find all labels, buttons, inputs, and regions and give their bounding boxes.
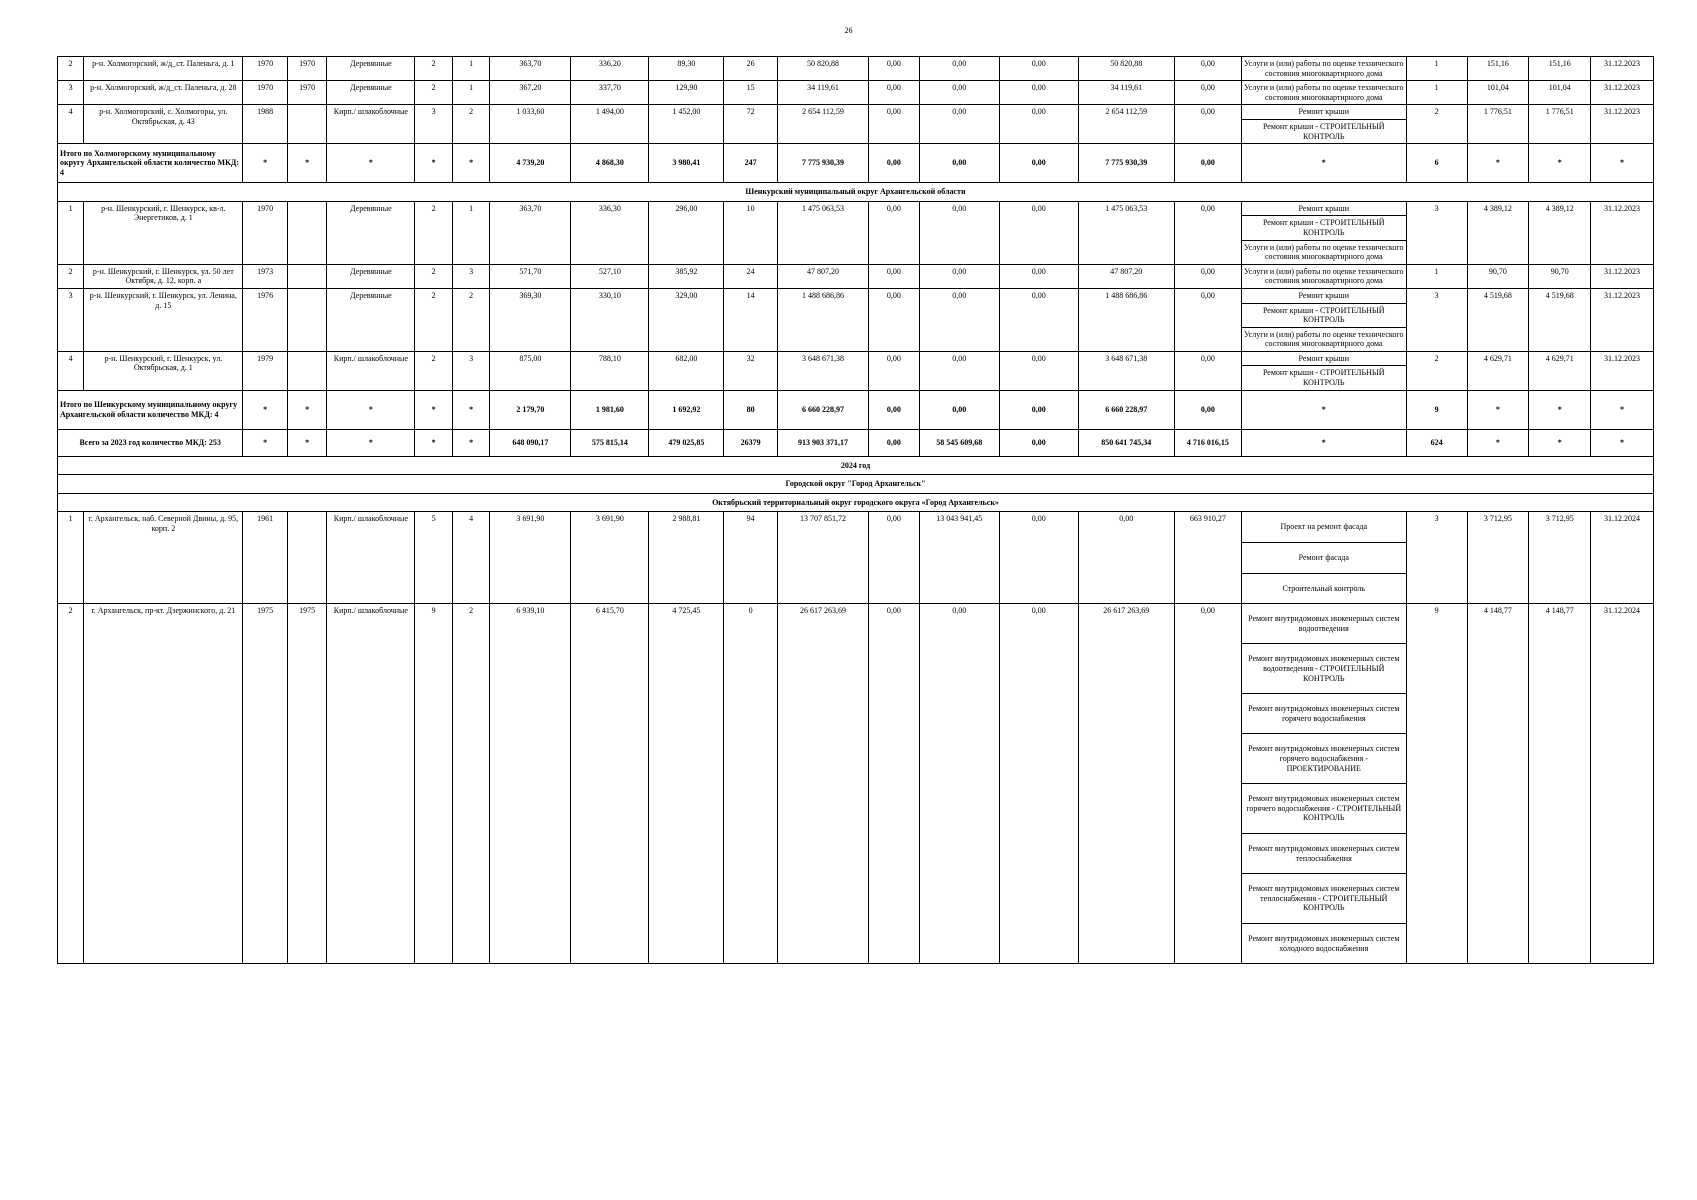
build-year-cell: 1976 xyxy=(243,288,288,351)
floors-cell: 2 xyxy=(415,288,452,351)
total-value-cell: 0,00 xyxy=(919,144,999,183)
placeholder-star: * xyxy=(287,390,326,429)
total-cost-cell: 3 648 671,38 xyxy=(777,351,868,390)
table-row xyxy=(58,288,1654,303)
wall-material-cell: Деревянные xyxy=(327,264,415,288)
premises-area-cell: 788,10 xyxy=(571,351,649,390)
work-type-cell: Ремонт крыши - СТРОИТЕЛЬНЫЙ КОНТРОЛЬ xyxy=(1241,216,1406,240)
unit-cost-cell: 4 519,68 xyxy=(1467,288,1529,351)
floors-cell: 2 xyxy=(415,57,452,81)
build-year-cell: 1961 xyxy=(243,512,288,604)
work-type-cell: Ремонт внутридомовых инженерных систем водоотведения xyxy=(1241,604,1406,644)
fund-cell: 0,00 xyxy=(999,351,1078,390)
floors-cell: 2 xyxy=(415,351,452,390)
fund-cell: 47 807,20 xyxy=(1078,264,1174,288)
work-type-cell: Ремонт внутридомовых инженерных систем холодного водоснабжения xyxy=(1241,923,1406,963)
entrances-cell: 2 xyxy=(452,288,489,351)
premises-area-cell: 3 691,90 xyxy=(571,512,649,604)
fund-cell: 0,00 xyxy=(1174,351,1241,390)
table-row xyxy=(58,351,1654,366)
deadline-cell: 31.12.2023 xyxy=(1591,264,1654,288)
placeholder-star: * xyxy=(1591,429,1654,456)
residents-cell: 10 xyxy=(724,201,778,264)
entrances-cell: 1 xyxy=(452,201,489,264)
total-cost-cell: 13 707 851,72 xyxy=(777,512,868,604)
subtotal-row xyxy=(58,390,1654,429)
premises-area-cell: 330,10 xyxy=(571,288,649,351)
wall-material-cell: Кирп./ шлакоблочные xyxy=(327,512,415,604)
placeholder-star: * xyxy=(1591,144,1654,183)
floors-cell: 2 xyxy=(415,81,452,105)
residential-area-cell: 89,30 xyxy=(649,57,724,81)
placeholder-star: * xyxy=(1591,390,1654,429)
total-value-cell: 913 903 371,17 xyxy=(777,429,868,456)
total-value-cell: 1 981,60 xyxy=(571,390,649,429)
row-number: 2 xyxy=(58,604,84,964)
address-cell: р-н. Шенкурский, г. Шенкурск, кв-л. Энергетиков, д. 1 xyxy=(84,201,243,264)
placeholder-star: * xyxy=(415,144,452,183)
work-type-cell: Ремонт крыши - СТРОИТЕЛЬНЫЙ КОНТРОЛЬ xyxy=(1241,119,1406,143)
floors-cell: 2 xyxy=(415,264,452,288)
total-cost-cell: 1 488 686,86 xyxy=(777,288,868,351)
work-type-cell: Ремонт крыши xyxy=(1241,288,1406,303)
placeholder-star: * xyxy=(1529,429,1591,456)
fund-cell: 26 617 263,69 xyxy=(1078,604,1174,964)
work-type-cell: Ремонт крыши - СТРОИТЕЛЬНЫЙ КОНТРОЛЬ xyxy=(1241,303,1406,327)
build-year-cell: 1973 xyxy=(243,264,288,288)
residential-area-cell: 129,90 xyxy=(649,81,724,105)
placeholder-star: * xyxy=(1241,144,1406,183)
total-value-cell: 26379 xyxy=(724,429,778,456)
total-value-cell: 0,00 xyxy=(869,390,920,429)
total-cost-cell: 50 820,88 xyxy=(777,57,868,81)
table-row xyxy=(58,512,1654,543)
total-value-cell: 0,00 xyxy=(869,144,920,183)
placeholder-star: * xyxy=(327,390,415,429)
residents-cell: 15 xyxy=(724,81,778,105)
address-cell: г. Архангельск, наб. Северной Двины, д. 95, корп. 2 xyxy=(84,512,243,604)
fund-cell: 663 910,27 xyxy=(1174,512,1241,604)
total-cost-cell: 47 807,20 xyxy=(777,264,868,288)
residents-cell: 26 xyxy=(724,57,778,81)
row-number: 4 xyxy=(58,105,84,144)
fund-cell: 0,00 xyxy=(1174,105,1241,144)
placeholder-star: * xyxy=(287,144,326,183)
wall-material-cell: Деревянные xyxy=(327,201,415,264)
commission-year-cell xyxy=(287,201,326,264)
total-work-count: 624 xyxy=(1406,429,1467,456)
address-cell: р-н. Шенкурский, г. Шенкурск, ул. Октябрьская, д. 1 xyxy=(84,351,243,390)
total-value-cell: 2 179,70 xyxy=(490,390,571,429)
wall-material-cell: Деревянные xyxy=(327,57,415,81)
total-area-cell: 6 939,10 xyxy=(490,604,571,964)
unit-cost-cell: 3 712,95 xyxy=(1467,512,1529,604)
fund-cell: 0,00 xyxy=(869,288,920,351)
placeholder-star: * xyxy=(452,390,489,429)
work-type-cell: Услуги и (или) работы по оценке технического состояния многоквартирного дома xyxy=(1241,81,1406,105)
premises-area-cell: 6 415,70 xyxy=(571,604,649,964)
total-label: Всего за 2023 год количество МКД: 253 xyxy=(58,429,243,456)
fund-cell: 0,00 xyxy=(999,105,1078,144)
commission-year-cell xyxy=(287,288,326,351)
fund-cell: 50 820,88 xyxy=(1078,57,1174,81)
address-cell: р-н. Шенкурский, г. Шенкурск, ул. Ленина, д. 15 xyxy=(84,288,243,351)
entrances-cell: 2 xyxy=(452,604,489,964)
residential-area-cell: 1 452,00 xyxy=(649,105,724,144)
max-unit-cost-cell: 4 389,12 xyxy=(1529,201,1591,264)
total-value-cell: 648 090,17 xyxy=(490,429,571,456)
work-type-cell: Ремонт крыши xyxy=(1241,105,1406,120)
total-value-cell: 850 641 745,34 xyxy=(1078,429,1174,456)
total-area-cell: 875,00 xyxy=(490,351,571,390)
fund-cell: 0,00 xyxy=(869,201,920,264)
row-number: 2 xyxy=(58,264,84,288)
work-count-cell: 2 xyxy=(1406,351,1467,390)
wall-material-cell: Кирп./ шлакоблочные xyxy=(327,105,415,144)
total-value-cell: 0,00 xyxy=(999,390,1078,429)
floors-cell: 2 xyxy=(415,201,452,264)
premises-area-cell: 336,30 xyxy=(571,201,649,264)
work-type-cell: Ремонт крыши xyxy=(1241,201,1406,216)
residential-area-cell: 682,00 xyxy=(649,351,724,390)
total-value-cell: 0,00 xyxy=(999,144,1078,183)
total-work-count: 9 xyxy=(1406,390,1467,429)
premises-area-cell: 336,20 xyxy=(571,57,649,81)
unit-cost-cell: 101,04 xyxy=(1467,81,1529,105)
fund-cell: 0,00 xyxy=(869,264,920,288)
work-count-cell: 1 xyxy=(1406,57,1467,81)
fund-cell: 2 654 112,59 xyxy=(1078,105,1174,144)
premises-area-cell: 527,10 xyxy=(571,264,649,288)
entrances-cell: 3 xyxy=(452,264,489,288)
subtotal-row xyxy=(58,144,1654,183)
floors-cell: 5 xyxy=(415,512,452,604)
total-label: Итого по Холмогорскому муниципальному округу Архангельской области количество МКД: 4 xyxy=(58,144,243,183)
premises-area-cell: 337,70 xyxy=(571,81,649,105)
deadline-cell: 31.12.2023 xyxy=(1591,351,1654,390)
total-value-cell: 6 660 228,97 xyxy=(777,390,868,429)
total-value-cell: 0,00 xyxy=(1174,390,1241,429)
fund-cell: 0,00 xyxy=(919,57,999,81)
fund-cell: 0,00 xyxy=(999,81,1078,105)
fund-cell: 0,00 xyxy=(999,57,1078,81)
commission-year-cell xyxy=(287,105,326,144)
fund-cell: 0,00 xyxy=(919,351,999,390)
year-header xyxy=(58,456,1654,475)
district-header-cell: Октябрьский территориальный округ городского округа «Город Архангельск» xyxy=(58,493,1654,512)
total-value-cell: 7 775 930,39 xyxy=(1078,144,1174,183)
placeholder-star: * xyxy=(1529,390,1591,429)
work-count-cell: 2 xyxy=(1406,105,1467,144)
total-value-cell: 0,00 xyxy=(869,429,920,456)
city-header-cell: Городской округ "Город Архангельск" xyxy=(58,475,1654,494)
deadline-cell: 31.12.2023 xyxy=(1591,57,1654,81)
wall-material-cell: Кирп./ шлакоблочные xyxy=(327,604,415,964)
max-unit-cost-cell: 3 712,95 xyxy=(1529,512,1591,604)
total-value-cell: 4 739,20 xyxy=(490,144,571,183)
fund-cell: 0,00 xyxy=(1078,512,1174,604)
deadline-cell: 31.12.2023 xyxy=(1591,105,1654,144)
address-cell: р-н. Шенкурский, г. Шенкурск, ул. 50 лет Октября, д. 12, корп. а xyxy=(84,264,243,288)
build-year-cell: 1975 xyxy=(243,604,288,964)
year-header-cell: 2024 год xyxy=(58,456,1654,475)
max-unit-cost-cell: 4 148,77 xyxy=(1529,604,1591,964)
fund-cell: 0,00 xyxy=(869,351,920,390)
fund-cell: 0,00 xyxy=(869,604,920,964)
table-row xyxy=(58,264,1654,288)
work-count-cell: 1 xyxy=(1406,264,1467,288)
residential-area-cell: 385,92 xyxy=(649,264,724,288)
residents-cell: 94 xyxy=(724,512,778,604)
district-header xyxy=(58,493,1654,512)
table-row xyxy=(58,604,1654,644)
residential-area-cell: 4 725,45 xyxy=(649,604,724,964)
total-value-cell: 0,00 xyxy=(919,390,999,429)
residents-cell: 24 xyxy=(724,264,778,288)
work-count-cell: 1 xyxy=(1406,81,1467,105)
placeholder-star: * xyxy=(327,144,415,183)
work-count-cell: 3 xyxy=(1406,512,1467,604)
table-row xyxy=(58,105,1654,120)
total-area-cell: 367,20 xyxy=(490,81,571,105)
work-count-cell: 9 xyxy=(1406,604,1467,964)
grand-total-row xyxy=(58,429,1654,456)
total-area-cell: 369,30 xyxy=(490,288,571,351)
unit-cost-cell: 1 776,51 xyxy=(1467,105,1529,144)
commission-year-cell xyxy=(287,512,326,604)
placeholder-star: * xyxy=(1467,390,1529,429)
entrances-cell: 1 xyxy=(452,57,489,81)
deadline-cell: 31.12.2023 xyxy=(1591,288,1654,351)
total-area-cell: 3 691,90 xyxy=(490,512,571,604)
total-value-cell: 4 716 016,15 xyxy=(1174,429,1241,456)
residents-cell: 14 xyxy=(724,288,778,351)
deadline-cell: 31.12.2024 xyxy=(1591,512,1654,604)
placeholder-star: * xyxy=(1467,144,1529,183)
fund-cell: 0,00 xyxy=(1174,57,1241,81)
fund-cell: 0,00 xyxy=(1174,81,1241,105)
placeholder-star: * xyxy=(243,429,288,456)
entrances-cell: 2 xyxy=(452,105,489,144)
fund-cell: 0,00 xyxy=(869,81,920,105)
wall-material-cell: Кирп./ шлакоблочные xyxy=(327,351,415,390)
total-value-cell: 0,00 xyxy=(1174,144,1241,183)
row-number: 1 xyxy=(58,512,84,604)
total-value-cell: 6 660 228,97 xyxy=(1078,390,1174,429)
commission-year-cell: 1970 xyxy=(287,57,326,81)
work-type-cell: Ремонт внутридомовых инженерных систем водоотведения - СТРОИТЕЛЬНЫЙ КОНТРОЛЬ xyxy=(1241,644,1406,694)
total-value-cell: 575 815,14 xyxy=(571,429,649,456)
fund-cell: 0,00 xyxy=(999,264,1078,288)
total-value-cell: 7 775 930,39 xyxy=(777,144,868,183)
fund-cell: 0,00 xyxy=(999,201,1078,264)
capital-repair-register-table xyxy=(57,56,1654,964)
residents-cell: 0 xyxy=(724,604,778,964)
placeholder-star: * xyxy=(415,390,452,429)
fund-cell: 0,00 xyxy=(869,512,920,604)
register-body xyxy=(58,57,1654,964)
total-value-cell: 3 980,41 xyxy=(649,144,724,183)
max-unit-cost-cell: 90,70 xyxy=(1529,264,1591,288)
city-header xyxy=(58,475,1654,494)
fund-cell: 0,00 xyxy=(869,105,920,144)
address-cell: р-н. Холмогорский, ж/д_ст. Паленьга, д. 28 xyxy=(84,81,243,105)
row-number: 1 xyxy=(58,201,84,264)
work-type-cell: Ремонт внутридомовых инженерных систем теплоснабжения xyxy=(1241,833,1406,873)
fund-cell: 1 475 063,53 xyxy=(1078,201,1174,264)
total-label: Итого по Шенкурскому муниципальному округу Архангельской области количество МКД: 4 xyxy=(58,390,243,429)
max-unit-cost-cell: 1 776,51 xyxy=(1529,105,1591,144)
work-count-cell: 3 xyxy=(1406,201,1467,264)
row-number: 4 xyxy=(58,351,84,390)
commission-year-cell xyxy=(287,351,326,390)
work-type-cell: Ремонт внутридомовых инженерных систем горячего водоснабжения xyxy=(1241,694,1406,734)
build-year-cell: 1979 xyxy=(243,351,288,390)
work-type-cell: Ремонт крыши - СТРОИТЕЛЬНЫЙ КОНТРОЛЬ xyxy=(1241,366,1406,390)
total-area-cell: 571,70 xyxy=(490,264,571,288)
address-cell: р-н. Холмогорский, ж/д_ст. Паленьга, д. 1 xyxy=(84,57,243,81)
max-unit-cost-cell: 101,04 xyxy=(1529,81,1591,105)
fund-cell: 0,00 xyxy=(999,288,1078,351)
build-year-cell: 1970 xyxy=(243,201,288,264)
wall-material-cell: Деревянные xyxy=(327,288,415,351)
build-year-cell: 1970 xyxy=(243,81,288,105)
deadline-cell: 31.12.2024 xyxy=(1591,604,1654,964)
residential-area-cell: 2 988,81 xyxy=(649,512,724,604)
district-header xyxy=(58,183,1654,202)
address-cell: г. Архангельск, пр-кт. Дзержинского, д. 21 xyxy=(84,604,243,964)
district-header-cell: Шенкурский муниципальный округ Архангельской области xyxy=(58,183,1654,202)
work-type-cell: Услуги и (или) работы по оценке технического состояния многоквартирного дома xyxy=(1241,264,1406,288)
total-work-count: 6 xyxy=(1406,144,1467,183)
unit-cost-cell: 4 148,77 xyxy=(1467,604,1529,964)
max-unit-cost-cell: 4 629,71 xyxy=(1529,351,1591,390)
fund-cell: 13 043 941,45 xyxy=(919,512,999,604)
placeholder-star: * xyxy=(1529,144,1591,183)
fund-cell: 0,00 xyxy=(999,512,1078,604)
work-type-cell: Ремонт внутридомовых инженерных систем горячего водоснабжения - СТРОИТЕЛЬНЫЙ КОНТРОЛЬ xyxy=(1241,784,1406,834)
residential-area-cell: 296,00 xyxy=(649,201,724,264)
deadline-cell: 31.12.2023 xyxy=(1591,81,1654,105)
placeholder-star: * xyxy=(1241,429,1406,456)
fund-cell: 0,00 xyxy=(1174,264,1241,288)
commission-year-cell: 1970 xyxy=(287,81,326,105)
address-cell: р-н. Холмогорский, с. Холмогоры, ул. Октябрьская, д. 43 xyxy=(84,105,243,144)
work-type-cell: Услуги и (или) работы по оценке технического состояния многоквартирного дома xyxy=(1241,240,1406,264)
unit-cost-cell: 4 629,71 xyxy=(1467,351,1529,390)
row-number: 3 xyxy=(58,81,84,105)
total-cost-cell: 34 119,61 xyxy=(777,81,868,105)
fund-cell: 0,00 xyxy=(919,81,999,105)
total-value-cell: 80 xyxy=(724,390,778,429)
work-type-cell: Ремонт крыши xyxy=(1241,351,1406,366)
fund-cell: 3 648 671,38 xyxy=(1078,351,1174,390)
unit-cost-cell: 151,16 xyxy=(1467,57,1529,81)
total-cost-cell: 2 654 112,59 xyxy=(777,105,868,144)
placeholder-star: * xyxy=(452,144,489,183)
fund-cell: 0,00 xyxy=(919,264,999,288)
wall-material-cell: Деревянные xyxy=(327,81,415,105)
work-type-cell: Ремонт внутридомовых инженерных систем горячего водоснабжения - ПРОЕКТИРОВАНИЕ xyxy=(1241,734,1406,784)
work-type-cell: Ремонт внутридомовых инженерных систем теплоснабжения - СТРОИТЕЛЬНЫЙ КОНТРОЛЬ xyxy=(1241,874,1406,924)
entrances-cell: 1 xyxy=(452,81,489,105)
total-area-cell: 1 033,60 xyxy=(490,105,571,144)
total-value-cell: 1 692,92 xyxy=(649,390,724,429)
floors-cell: 9 xyxy=(415,604,452,964)
row-number: 3 xyxy=(58,288,84,351)
work-type-cell: Услуги и (или) работы по оценке технического состояния многоквартирного дома xyxy=(1241,327,1406,351)
total-cost-cell: 26 617 263,69 xyxy=(777,604,868,964)
deadline-cell: 31.12.2023 xyxy=(1591,201,1654,264)
total-value-cell: 247 xyxy=(724,144,778,183)
fund-cell: 0,00 xyxy=(1174,604,1241,964)
fund-cell: 1 488 686,86 xyxy=(1078,288,1174,351)
fund-cell: 0,00 xyxy=(919,288,999,351)
total-value-cell: 58 545 609,68 xyxy=(919,429,999,456)
entrances-cell: 4 xyxy=(452,512,489,604)
fund-cell: 0,00 xyxy=(1174,288,1241,351)
residential-area-cell: 329,00 xyxy=(649,288,724,351)
placeholder-star: * xyxy=(1467,429,1529,456)
placeholder-star: * xyxy=(287,429,326,456)
build-year-cell: 1988 xyxy=(243,105,288,144)
total-value-cell: 0,00 xyxy=(999,429,1078,456)
page-number: 26 xyxy=(844,26,853,35)
fund-cell: 0,00 xyxy=(1174,201,1241,264)
floors-cell: 3 xyxy=(415,105,452,144)
residents-cell: 72 xyxy=(724,105,778,144)
total-area-cell: 363,70 xyxy=(490,57,571,81)
residents-cell: 32 xyxy=(724,351,778,390)
total-value-cell: 479 025,85 xyxy=(649,429,724,456)
total-value-cell: 4 868,30 xyxy=(571,144,649,183)
placeholder-star: * xyxy=(243,144,288,183)
fund-cell: 0,00 xyxy=(919,201,999,264)
placeholder-star: * xyxy=(243,390,288,429)
unit-cost-cell: 90,70 xyxy=(1467,264,1529,288)
table-row xyxy=(58,201,1654,216)
placeholder-star: * xyxy=(452,429,489,456)
premises-area-cell: 1 494,00 xyxy=(571,105,649,144)
max-unit-cost-cell: 151,16 xyxy=(1529,57,1591,81)
total-cost-cell: 1 475 063,53 xyxy=(777,201,868,264)
work-count-cell: 3 xyxy=(1406,288,1467,351)
commission-year-cell xyxy=(287,264,326,288)
max-unit-cost-cell: 4 519,68 xyxy=(1529,288,1591,351)
placeholder-star: * xyxy=(1241,390,1406,429)
fund-cell: 0,00 xyxy=(919,604,999,964)
placeholder-star: * xyxy=(327,429,415,456)
total-area-cell: 363,70 xyxy=(490,201,571,264)
row-number: 2 xyxy=(58,57,84,81)
work-type-cell: Ремонт фасада xyxy=(1241,543,1406,574)
work-type-cell: Строительный контроль xyxy=(1241,573,1406,604)
placeholder-star: * xyxy=(415,429,452,456)
fund-cell: 34 119,61 xyxy=(1078,81,1174,105)
commission-year-cell: 1975 xyxy=(287,604,326,964)
entrances-cell: 3 xyxy=(452,351,489,390)
work-type-cell: Услуги и (или) работы по оценке технического состояния многоквартирного дома xyxy=(1241,57,1406,81)
fund-cell: 0,00 xyxy=(999,604,1078,964)
work-type-cell: Проект на ремонт фасада xyxy=(1241,512,1406,543)
fund-cell: 0,00 xyxy=(919,105,999,144)
build-year-cell: 1970 xyxy=(243,57,288,81)
table-row xyxy=(58,57,1654,81)
fund-cell: 0,00 xyxy=(869,57,920,81)
unit-cost-cell: 4 389,12 xyxy=(1467,201,1529,264)
table-row xyxy=(58,81,1654,105)
